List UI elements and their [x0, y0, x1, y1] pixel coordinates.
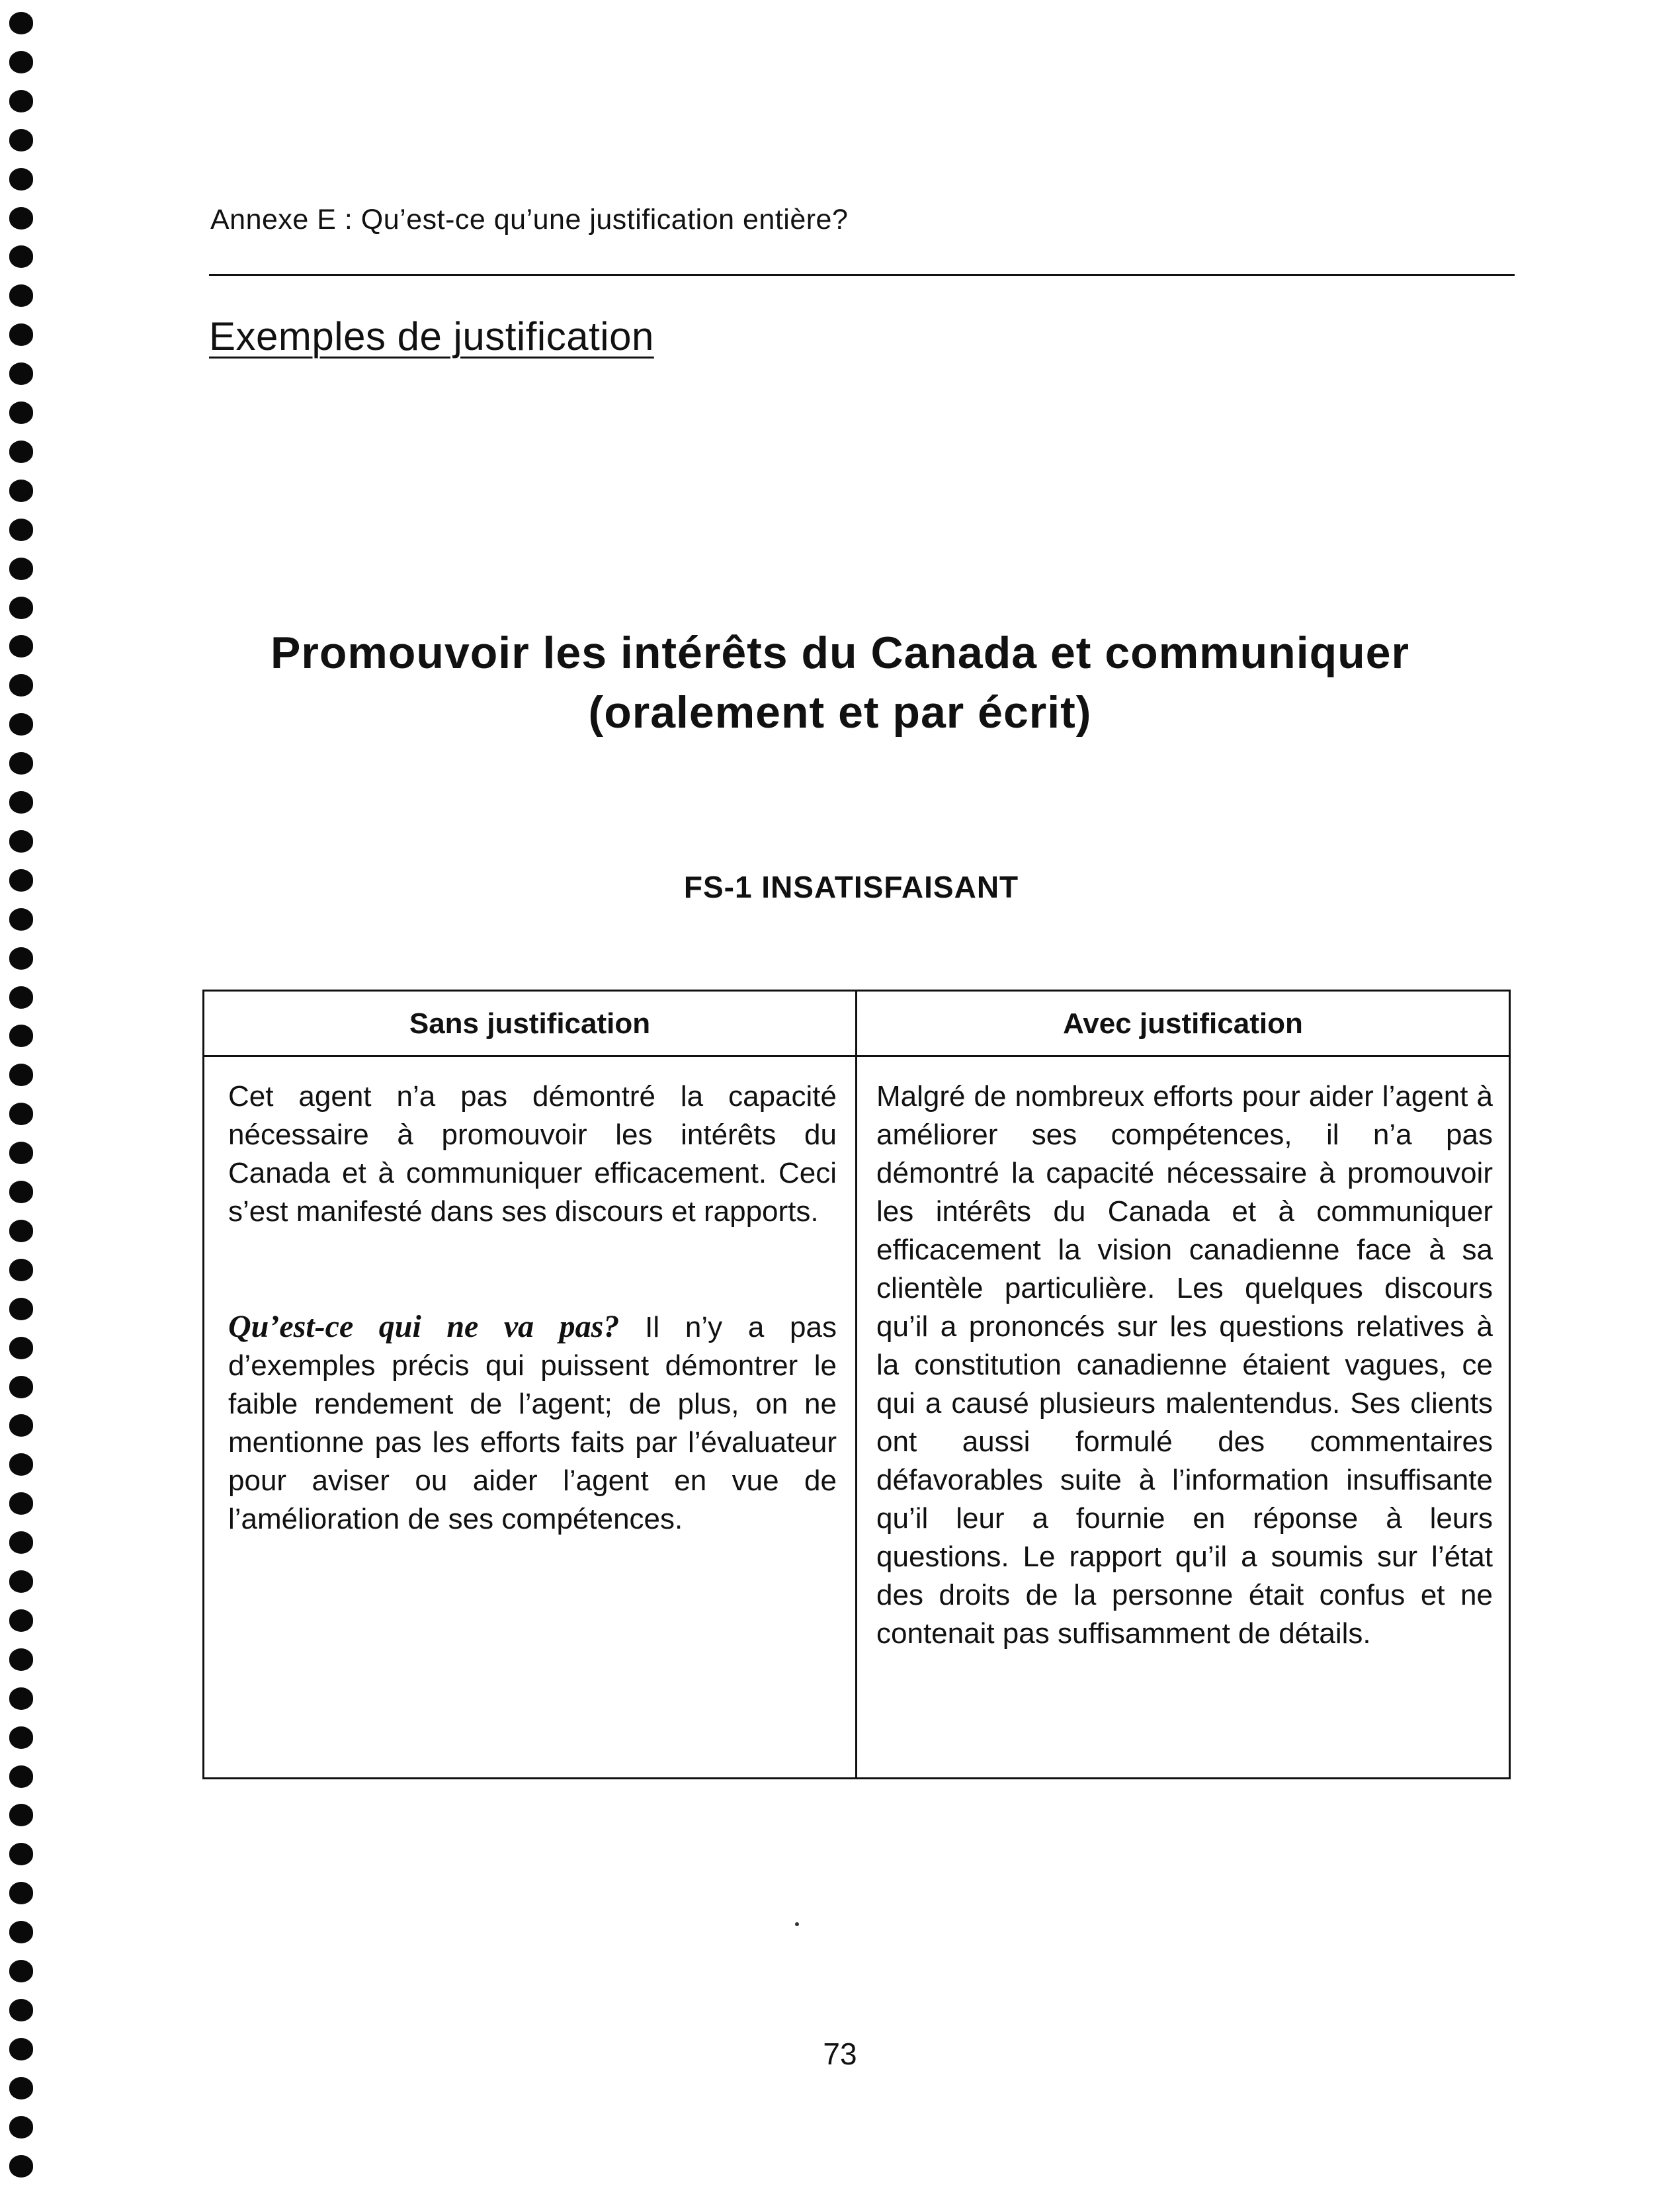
binding-hole: [9, 1259, 33, 1281]
binding-hole: [9, 1337, 33, 1359]
binding-hole: [9, 1843, 33, 1865]
binding-hole: [9, 713, 33, 736]
binding-hole: [9, 1492, 33, 1515]
binding-hole: [9, 2155, 33, 2178]
binding-hole: [9, 1921, 33, 1943]
binding-hole: [9, 441, 33, 463]
binding-hole: [9, 1999, 33, 2021]
header-row-divider: [204, 1055, 1509, 1057]
binding-hole: [9, 1570, 33, 1593]
binding-hole: [9, 1960, 33, 1982]
binding-hole: [9, 2077, 33, 2099]
cell-with-justification: [876, 1078, 1493, 1653]
binding-hole: [9, 908, 33, 931]
binding-hole: [9, 1376, 33, 1398]
binding-hole: [9, 1882, 33, 1904]
binding-hole: [9, 480, 33, 502]
binding-hole: [9, 1648, 33, 1671]
binding-hole: [9, 245, 33, 268]
binding-hole: [9, 1687, 33, 1710]
binding-hole: [9, 1414, 33, 1437]
cell-without-justification: [228, 1078, 837, 1539]
left-cell-paragraph: Cet agent n’a pas démontré la capacité nécessaire à promouvoir les intérêts du Canada et à communiquer efficacement. Ceci s’est manifesté dans ses discours et rapports.: [228, 1080, 837, 1228]
binding-hole: [9, 51, 33, 73]
binding-hole: [9, 129, 33, 151]
binding-hole: [9, 284, 33, 307]
binding-hole: [9, 635, 33, 657]
main-title-line1: Promouvoir les intérêts du Canada et communiquer: [271, 628, 1409, 678]
critique-text: Il n’y a pas d’exemples précis qui puissent démontrer le faible rendement de l’agent; de plus, on ne mentionne pas les efforts faits par l’évaluateur pour aviser ou aider l’agent en vue de l’amélioration de ses compétences.: [228, 1311, 837, 1535]
binding-hole: [9, 674, 33, 697]
binding-hole: [9, 362, 33, 385]
binding-hole: [9, 1142, 33, 1164]
binding-hole: [9, 830, 33, 853]
main-title-line2: (oralement et par écrit): [588, 687, 1092, 738]
binding-hole: [9, 1531, 33, 1554]
header-with-justification: Avec justification: [1063, 1007, 1303, 1040]
binding-hole: [9, 12, 33, 34]
binding-hole: [9, 1103, 33, 1125]
binding-hole: [9, 2116, 33, 2138]
question-label: Qu’est-ce qui ne va pas?: [228, 1309, 620, 1344]
annex-header: Annexe E : Qu’est-ce qu’une justification entière?: [210, 204, 849, 235]
binding-hole: [9, 1298, 33, 1320]
binding-hole: [9, 323, 33, 346]
header-without-justification: Sans justification: [409, 1007, 651, 1040]
binding-hole: [9, 402, 33, 424]
section-title: Exemples de justification: [209, 314, 654, 359]
page-number: 73: [823, 2037, 857, 2071]
binding-hole: [9, 1804, 33, 1826]
right-cell-paragraph: Malgré de nombreux efforts pour aider l’agent à améliorer ses compétences, il n’a pas démontré la capacité nécessaire à promouvoir les intérêts du Canada et à communiquer efficacement la vision canadienne face à sa clientèle particulière. Les quelques discours qu’il a prononcés sur les questions relatives à la constitution canadienne étaient vagues, ce qui a causé plusieurs malentendus. Ses clients ont aussi formulé des commentaires défavorables suite à l’information insuffisante qu’il leur a fournie en réponse à leurs questions. Le rapport qu’il a soumis sur l’état des droits de la personne était confus et ne contenait pas suffisamment de détails.: [876, 1080, 1493, 1650]
binding-hole: [9, 986, 33, 1009]
binding-holes: [9, 12, 36, 2188]
column-divider: [855, 992, 857, 1777]
binding-hole: [9, 207, 33, 230]
binding-hole: [9, 1025, 33, 1047]
binding-hole: [9, 1609, 33, 1632]
binding-hole: [9, 947, 33, 970]
binding-hole: [9, 90, 33, 112]
header-divider: [209, 274, 1515, 276]
binding-hole: [9, 1726, 33, 1749]
left-cell-critique: [228, 1308, 837, 1539]
binding-hole: [9, 752, 33, 775]
rating-label: FS-1 INSATISFAISANT: [683, 870, 1019, 904]
binding-hole: [9, 869, 33, 892]
binding-hole: [9, 1181, 33, 1203]
stray-mark: [795, 1922, 799, 1926]
binding-hole: [9, 791, 33, 814]
justification-table: [202, 990, 1511, 1779]
binding-hole: [9, 1765, 33, 1788]
binding-hole: [9, 1453, 33, 1476]
binding-hole: [9, 168, 33, 191]
binding-hole: [9, 558, 33, 580]
binding-hole: [9, 1064, 33, 1086]
binding-hole: [9, 519, 33, 541]
binding-hole: [9, 1220, 33, 1242]
binding-hole: [9, 597, 33, 619]
